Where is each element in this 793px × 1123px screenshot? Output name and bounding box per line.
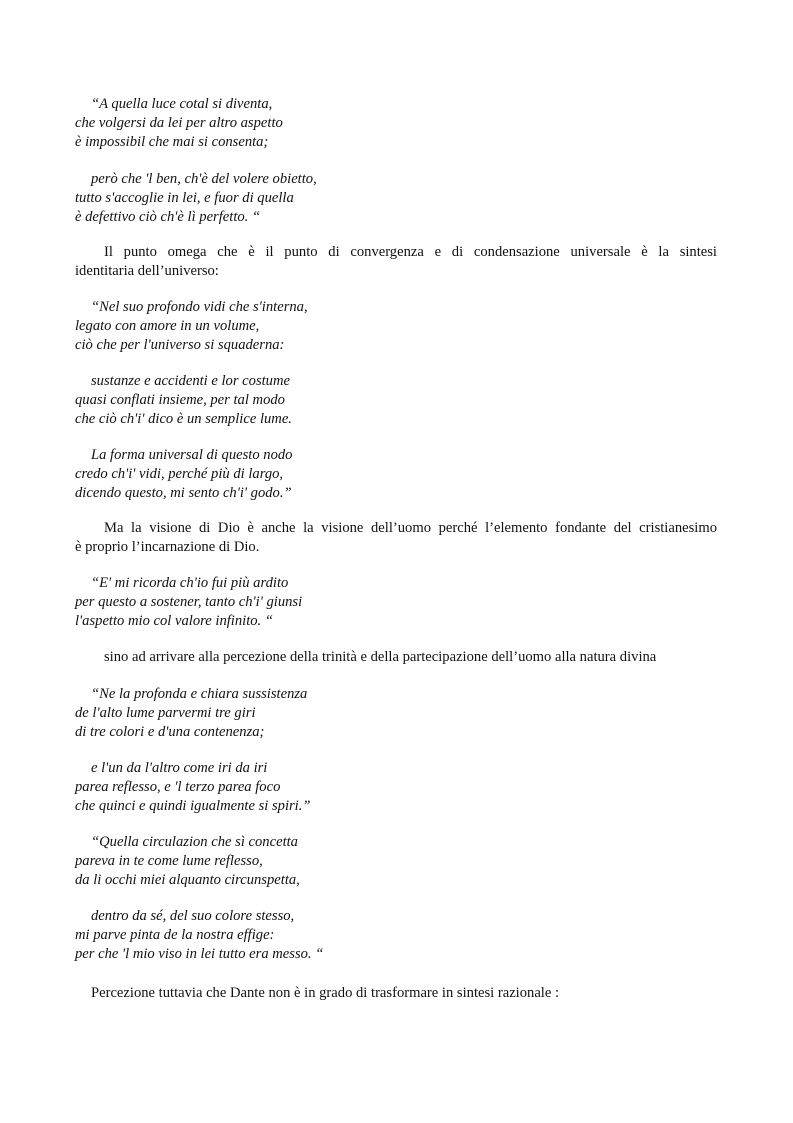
verse-line: ciò che per l'universo si squaderna: <box>75 337 285 353</box>
prose-line: Percezione tuttavia che Dante non è in grado di trasformare in sintesi razionale : <box>91 985 560 1001</box>
verse-line: è defettivo ciò ch'è lì perfetto. “ <box>75 209 261 225</box>
verse-line: da li occhi miei alquanto circunspetta, <box>75 872 300 888</box>
verse-line: tutto s'accoglie in lei, e fuor di quella <box>75 190 294 206</box>
verse-line: “Ne la profonda e chiara sussistenza <box>91 686 308 702</box>
verse-line: pareva in te come lume reflesso, <box>75 853 263 869</box>
verse-stanza <box>75 170 317 227</box>
verse-line: sustanze e accidenti e lor costume <box>91 373 290 389</box>
verse-line: per questo a sostener, tanto ch'i' giunsi <box>75 594 303 610</box>
prose-line: sino ad arrivare alla percezione della trinità e della partecipazione dell’uomo alla natura divina <box>104 649 657 665</box>
verse-line: che ciò ch'i' dico è un semplice lume. <box>75 411 292 427</box>
verse-line: “E' mi ricorda ch'io fui più ardito <box>91 575 289 591</box>
verse-line: che quinci e quindi igualmente si spiri.” <box>75 798 311 814</box>
verse-line: credo ch'i' vidi, perché più di largo, <box>75 466 284 482</box>
verse-line: de l'alto lume parvermi tre giri <box>75 705 256 721</box>
verse-stanza <box>75 446 292 503</box>
verse-stanza <box>75 574 302 631</box>
prose-line: Ma la visione di Dio è anche la visione dell’uomo perché l’elemento fondante del cristianesimo <box>104 520 717 536</box>
prose-line: identitaria dell’universo: <box>75 263 219 279</box>
verse-line: legato con amore in un volume, <box>75 318 260 334</box>
verse-stanza <box>75 759 311 816</box>
verse-stanza <box>75 372 292 429</box>
verse-line: La forma universal di questo nodo <box>91 447 293 463</box>
prose-paragraph <box>75 984 717 1003</box>
verse-line: è impossibil che mai si consenta; <box>75 134 269 150</box>
verse-stanza <box>75 907 323 964</box>
verse-line: “Quella circulazion che sì concetta <box>91 834 298 850</box>
verse-line: però che 'l ben, ch'è del volere obietto, <box>91 171 317 187</box>
verse-line: che volgersi da lei per altro aspetto <box>75 115 283 131</box>
verse-stanza <box>75 685 307 742</box>
verse-stanza <box>75 298 308 355</box>
verse-line: parea reflesso, e 'l terzo parea foco <box>75 779 281 795</box>
verse-line: “Nel suo profondo vidi che s'interna, <box>91 299 308 315</box>
verse-line: per che 'l mio viso in lei tutto era messo. “ <box>75 946 324 962</box>
verse-stanza <box>75 95 283 152</box>
verse-stanza <box>75 833 300 890</box>
verse-line: quasi conflati insieme, per tal modo <box>75 392 285 408</box>
verse-line: l'aspetto mio col valore infinito. “ <box>75 613 273 629</box>
verse-line: e l'un da l'altro come iri da iri <box>91 760 268 776</box>
verse-line: “A quella luce cotal si diventa, <box>91 96 273 112</box>
verse-line: di tre colori e d'una contenenza; <box>75 724 265 740</box>
prose-paragraph <box>75 243 717 281</box>
verse-line: dicendo questo, mi sento ch'i' godo.” <box>75 485 292 501</box>
verse-line: dentro da sé, del suo colore stesso, <box>91 908 295 924</box>
prose-paragraph <box>75 648 717 667</box>
prose-line: è proprio l’incarnazione di Dio. <box>75 539 260 555</box>
prose-line: Il punto omega che è il punto di convergenza e di condensazione universale è la sintesi <box>104 244 717 260</box>
prose-paragraph <box>75 519 717 557</box>
verse-line: mi parve pinta de la nostra effige: <box>75 927 275 943</box>
